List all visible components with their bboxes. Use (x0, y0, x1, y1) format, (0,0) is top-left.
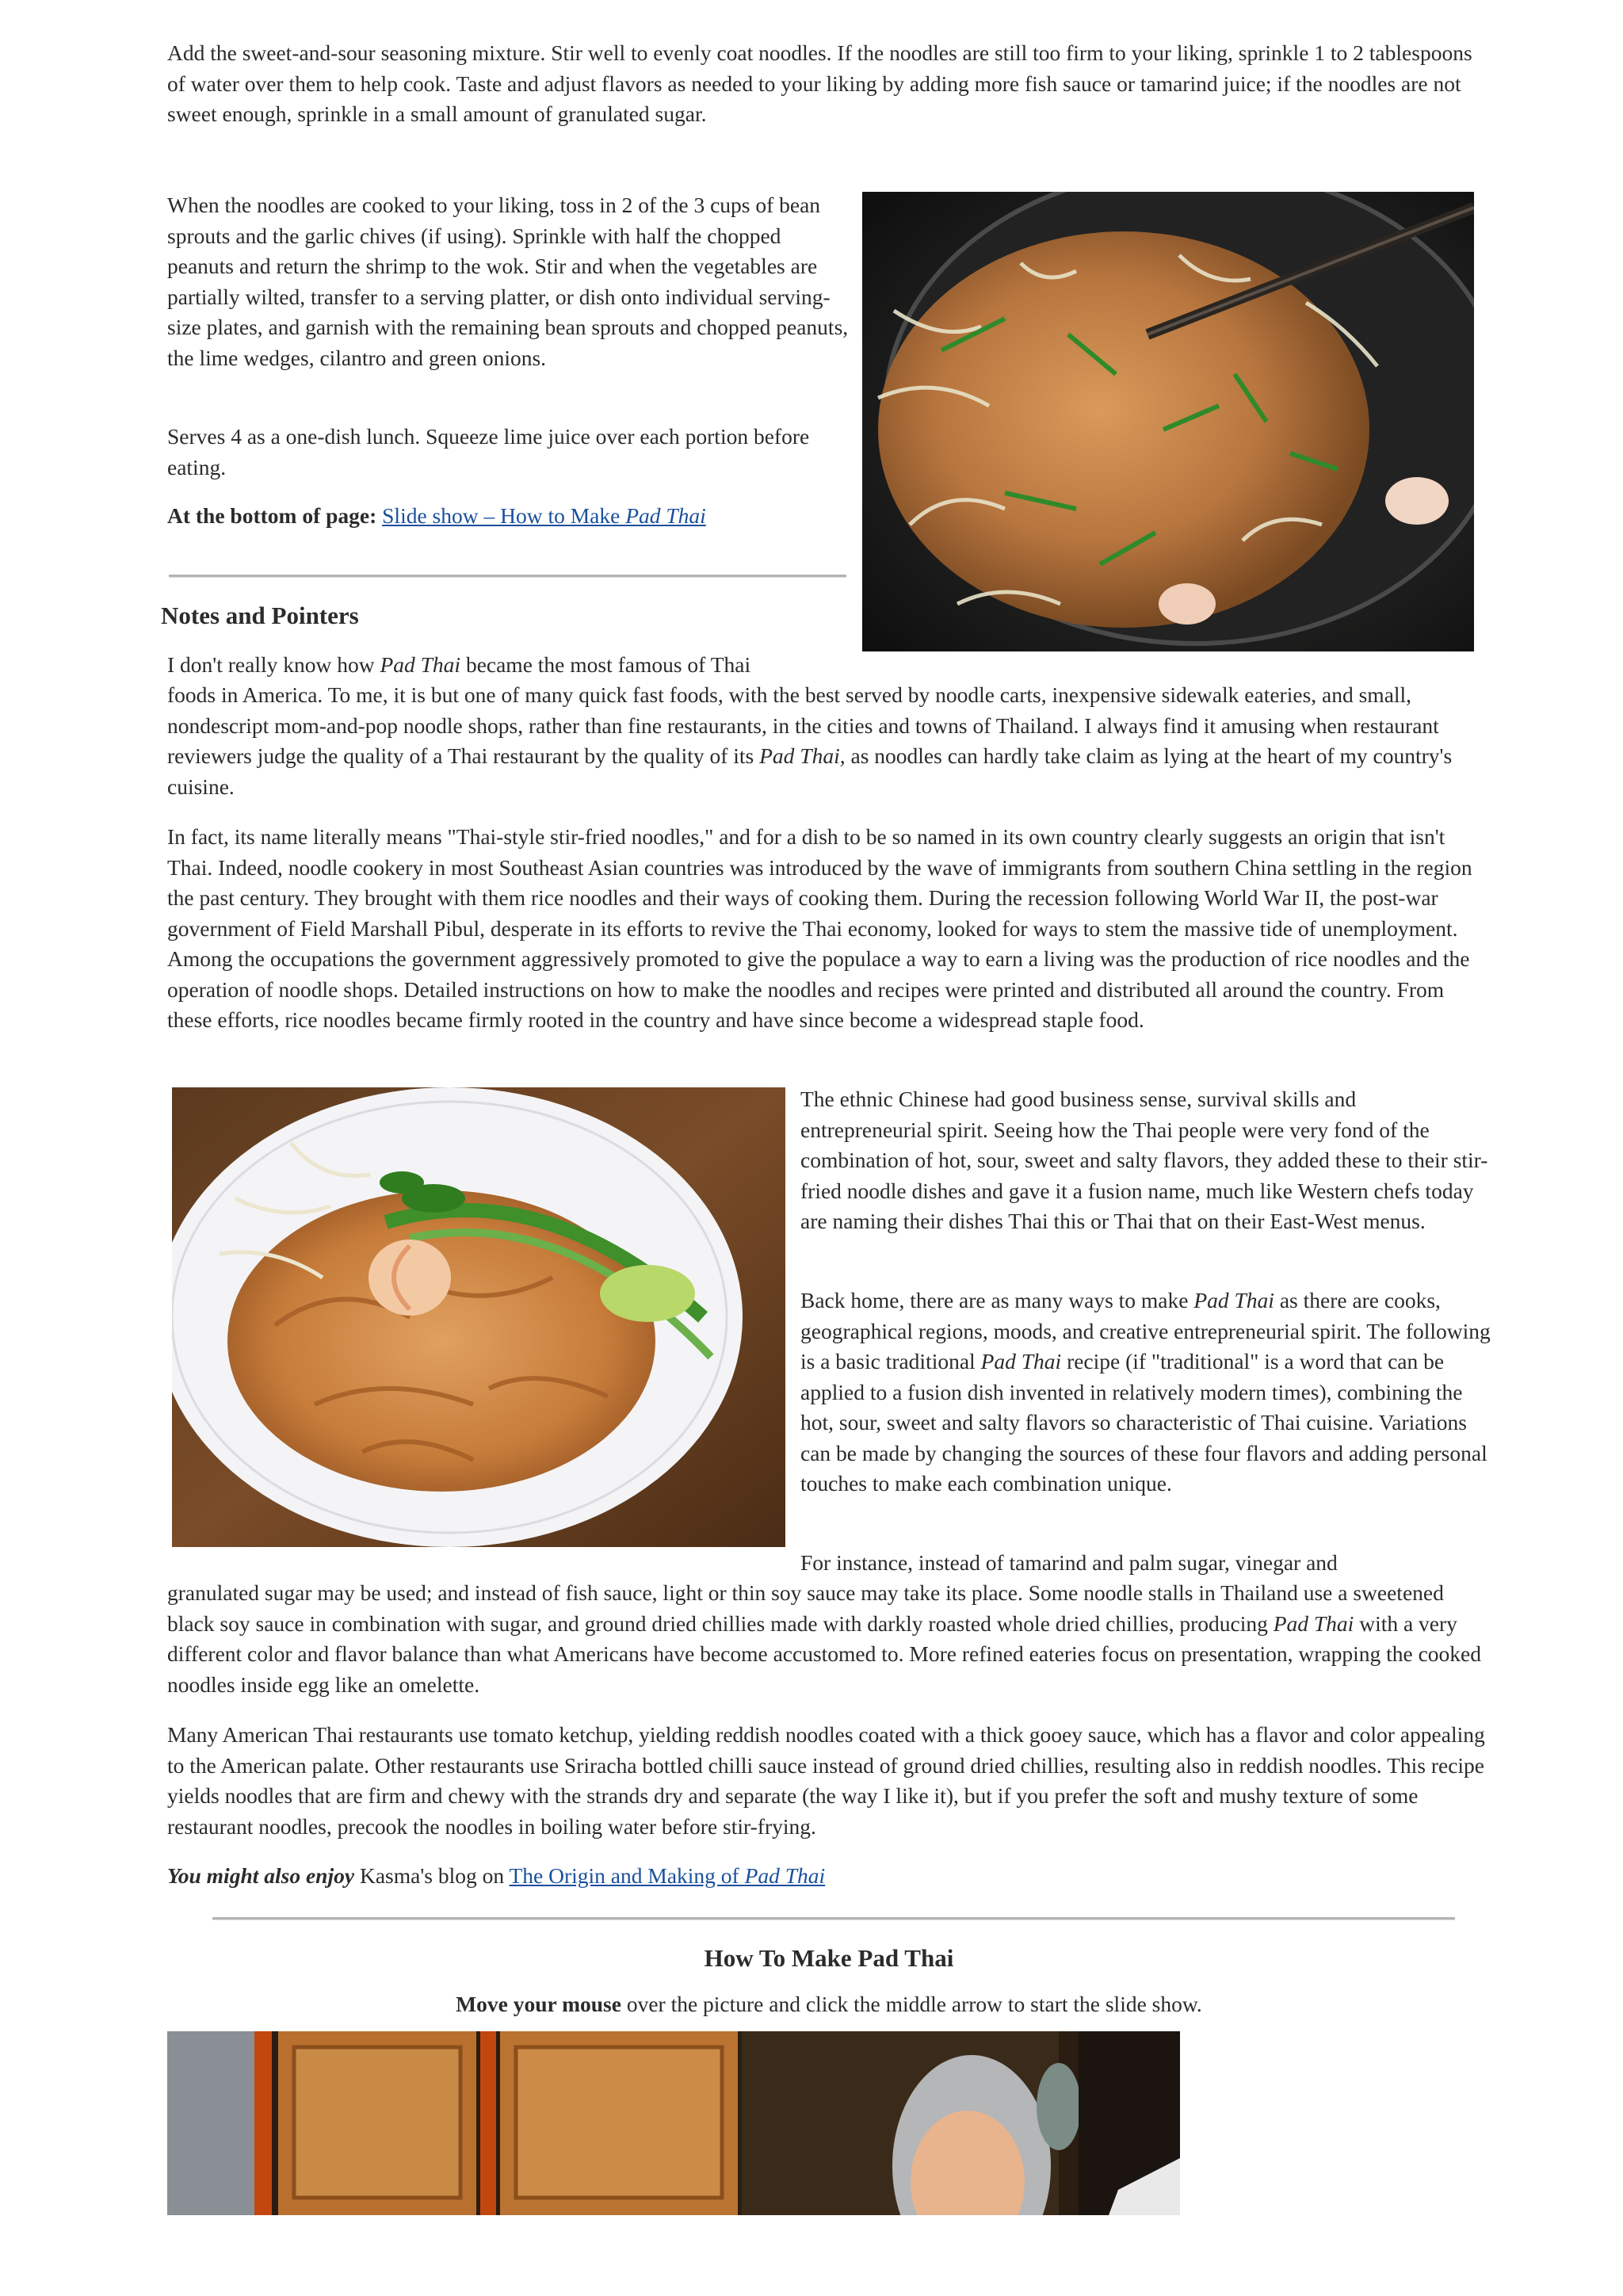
notes-heading: Notes and Pointers (161, 602, 359, 629)
slideshow-instructions: Move your mouse over the picture and click the middle arrow to start the slide show. (456, 1992, 1202, 2016)
paragraph-origin-line1: I don't really know how Pad Thai became the most famous of Thai (167, 652, 751, 677)
paragraph-bottom-link (167, 501, 850, 532)
paragraph-american: Many American Thai restaurants use tomato ketchup, yielding reddish noodles coated with a thick gooey sauce, which has a flavor and color appealing to the American palate. Other restaurants use Sriracha bottled chilli sauce instead of ground dried chillies, resulting also in reddish noodles. This recipe yields noodles that are firm and chewy with the strands dry and separate (the way I like it), but if you prefer the soft and mushy texture of some restaurant noodles, precook the noodles in boiling water before stir-frying. (167, 1722, 1485, 1839)
slideshow-link[interactable]: Slide show – How to Make Pad Thai (382, 503, 706, 528)
paragraph-serves: Serves 4 as a one-dish lunch. Squeeze lime juice over each portion before eating. (167, 424, 810, 479)
plate-photo (172, 1087, 785, 1547)
paragraph-also-enjoy: You might also enjoy Kasma's blog on The Origin and Making of Pad Thai (167, 1863, 826, 1888)
slideshow-heading: How To Make Pad Thai (704, 1944, 954, 1972)
wok-photo (862, 192, 1474, 651)
divider (212, 1917, 1455, 1920)
paragraph-origin: foods in America. To me, it is but one of many quick fast foods, with the best served by noodle carts, inexpensive sidewalk eateries, and small, nondescript mom-and-pop noodle shops, rather than fine restaurants, in the cities and towns of Thailand. I always find it amusing when restaurant reviewers judge the quality of a Thai restaurant by the quality of its Pad Thai, as noodles can hardly take claim as lying at the heart of my country's cuisine. (167, 682, 1453, 799)
paragraph-seasoning: Add the sweet-and-sour seasoning mixture. Stir well to evenly coat noodles. If the noodles are still too firm to your liking, sprinkle 1 to 2 tablespoons of water over them to help cook. Taste and adjust flavors as needed to your liking by adding more fish sauce or tamarind juice; if the noodles are not sweet enough, sprinkle in a small amount of granulated sugar. (167, 40, 1472, 126)
paragraph-variations: Back home, there are as many ways to make Pad Thai as there are cooks, geographical regions, moods, and creative entrepreneurial spirit. The following is a basic traditional Pad Thai recipe (if "traditional" is a word that can be applied to a fusion dish invented in relatively modern times), combining the hot, sour, sweet and salty flavors so characteristic of Thai cuisine. Variations can be made by changing the sources of these four flavors and adding personal touches to make each combination unique. (800, 1288, 1491, 1496)
paragraph-chinese: The ethnic Chinese had good business sense, survival skills and entrepreneurial spirit. Seeing how the Thai people were very fond of the combination of hot, sour, sweet and salty flavors, they added these to their stir-fried noodle dishes and gave it a fusion name, much like Western chefs today are naming their dishes Thai this or Thai that on their East-West menus. (800, 1087, 1488, 1233)
bottom-label: At the bottom of page: (167, 503, 377, 528)
origin-blog-link[interactable]: The Origin and Making of Pad Thai (509, 1863, 826, 1888)
paragraph-instance-line1: For instance, instead of tamarind and palm sugar, vinegar and (800, 1550, 1338, 1575)
slideshow-photo[interactable] (167, 2031, 1180, 2215)
paragraph-finish: When the noodles are cooked to your liking, toss in 2 of the 3 cups of bean sprouts and the garlic chives (if using). Sprinkle with half the chopped peanuts and return the shrimp to the wok. Stir and when the vegetables are partially wilted, transfer to a serving platter, or dish onto individual serving-size plates, and garnish with the remaining bean sprouts and chopped peanuts, the lime wedges, cilantro and green onions. (167, 193, 849, 370)
paragraph-history: In fact, its name literally means "Thai-style stir-fried noodles," and for a dish to be so named in its own country clearly suggests an origin that isn't Thai. Indeed, noodle cookery in most Southeast Asian countries was introduced by the wave of immigrants from southern China settling in the region the past century. They brought with them rice noodles and their ways of cooking them. During the recession following World War II, the post-war government of Field Marshall Pibul, desperate in its efforts to revive the Thai economy, looked for ways to stem the massive tide of unemployment. Among the occupations the government aggressively promoted to give the populace a way to earn a living was the production of rice noodles and the operation of noodle shops. Detailed instructions on how to make the noodles and recipes were printed and distributed all around the country. From these efforts, rice noodles became firmly rooted in the country and have since become a widespread staple food. (167, 824, 1472, 1032)
divider (169, 575, 846, 578)
also-enjoy-label: You might also enjoy (167, 1863, 355, 1888)
paragraph-instance: granulated sugar may be used; and instead of fish sauce, light or thin soy sauce may take its place. Some noodle stalls in Thailand use a sweetened black soy sauce in combination with sugar, and ground dried chillies made with darkly roasted whole dried chillies, producing Pad Thai with a very different color and flavor balance than what Americans have become accustomed to. More refined eateries focus on presentation, wrapping the cooked noodles inside egg like an omelette. (167, 1580, 1482, 1697)
